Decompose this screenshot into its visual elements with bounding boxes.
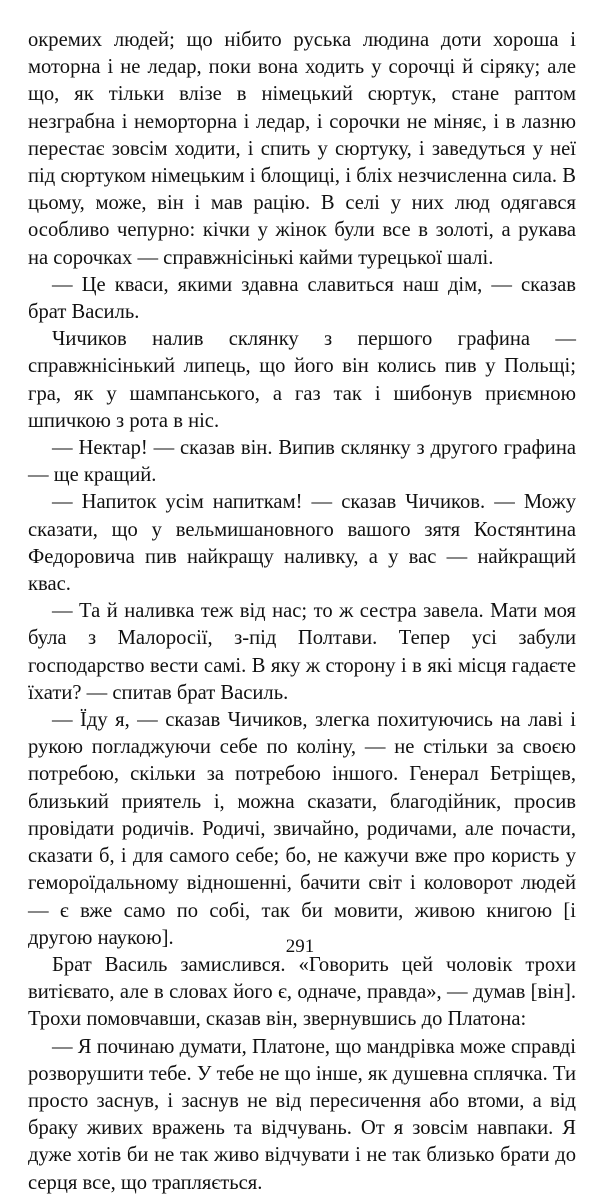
paragraph-dialogue-vasyl-kvas: — Це кваси, якими здавна славиться наш дім, — сказав брат Василь. — [28, 273, 576, 324]
paragraph-napytok: — Напиток усім напиткам! — сказав Чичиков. — Можу сказати, що у вельмишановного вашого зятя Костянтина Федоровича пив найкращу наливку, а у вас — найкращий квас. — [28, 491, 576, 596]
paragraph-vasyl-thinks: Брат Василь замислився. «Говорить цей чоловік трохи витієвато, але в словах його є, одначе, правда», — думав [він]. Трохи помовчавши, сказав він, звернувшись до Платона: — [28, 953, 576, 1031]
paragraph-idu-ya: — Їду я, — сказав Чичиков, злегка похитуючись на лаві і рукою погладжуючи себе по коліну, — не стільки за своєю потребою, скільки за потребою іншого. Генерал Бетріщев, близький приятель і, можна сказати, благодійник, просив провідати родичів. Родичі, звичайно, родичами, але почасти, сказати б, і для самого себе; бо, не кажучи вже про користь у гемороїдальному відношенні, бачити світ і коловорот людей — є вже само по собі, так би мовити, живою книгою [і другою наукою]. — [28, 709, 576, 949]
page-number: 291 — [285, 936, 315, 957]
paragraph-to-platon: — Я починаю думати, Платоне, що мандрівка може справді розворушити тебе. У тебе не що інше, як душевна сплячка. Ти просто заснув, і заснув не від пересичення або втоми, а від браку живих вражень та відчувань. От я зовсім навпаки. Я дуже хотів би не так живо відчувати і не так близько брати до серця все, що трапляється. — [28, 1035, 576, 1194]
paragraph-chichikov-pours: Чичиков налив склянку з першого графина — справжнісінький липець, що його він колись пив у Польщі; гра, як у шампанського, а газ так і шибонув приємною шпичкою з рота в ніс. — [28, 328, 576, 432]
body-text — [28, 27, 576, 1197]
paragraph-continued: окремих людей; що нібито руська людина доти хороша і моторна і не ледар, поки вона ходить у сорочці й сіряку; але що, як тільки влізе в німецький сюртук, стане раптом незграбна і неморторна і ледар, і сорочки не міняє, і в лазню перестає зовсім ходити, і спить у сюртуку, і заведуться у неї під сюртуком німецьким і блощиці, і бліх незчисленна сила. В цьому, може, він і мав рацію. В селі у них люд одягався особливо чепурно: кічки у жінок були все в золоті, а рукава на сорочках — справжнісінькі кайми турецької шалі. — [28, 29, 576, 269]
paragraph-nalyvka: — Та й наливка теж від нас; то ж сестра завела. Мати моя була з Малоросії, з-під Полтави. Тепер усі забули господарство вести самі. В яку ж сторону і в які місця гадаєте їхати? — спитав брат Василь. — [28, 600, 576, 704]
paragraph-nectar: — Нектар! — сказав він. Випив склянку з другого графина — ще кращий. — [28, 437, 576, 487]
